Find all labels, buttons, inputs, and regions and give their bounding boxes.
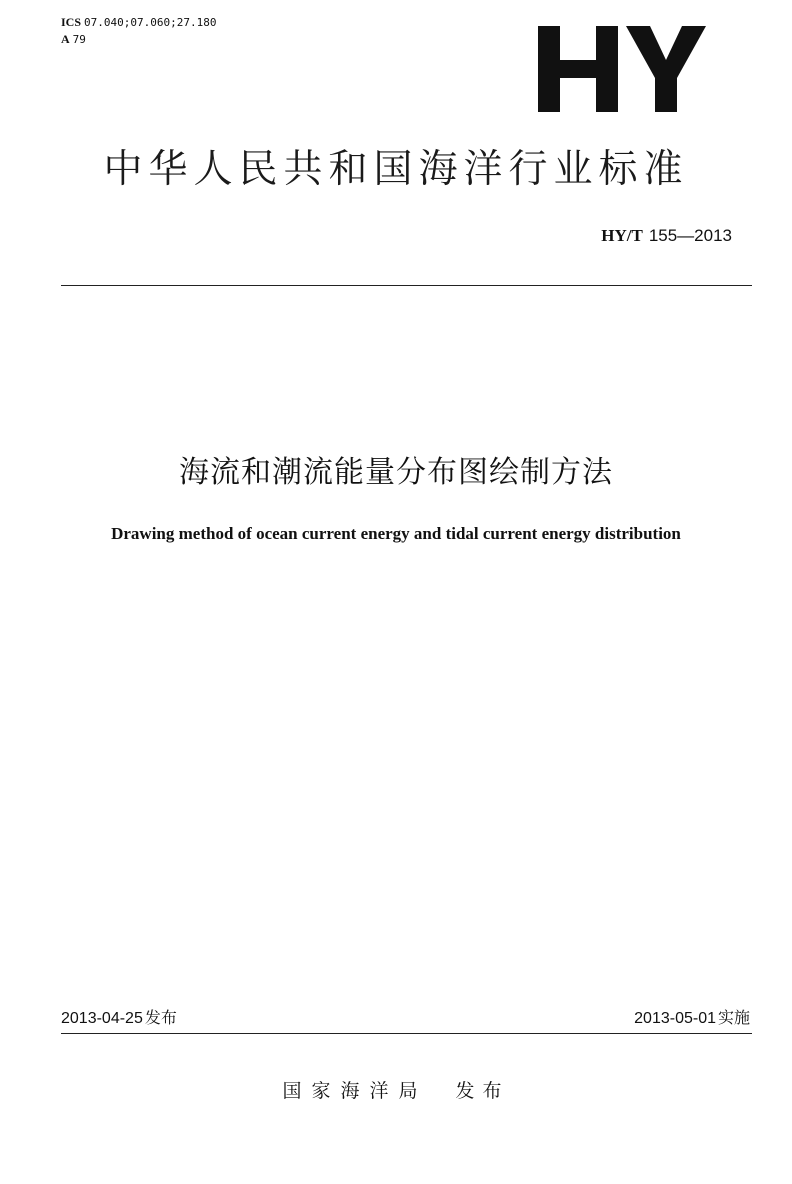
- ics-codes: 07.040;07.060;27.180: [84, 16, 217, 29]
- publisher-action: 发布: [455, 1080, 510, 1102]
- ccs-line: [61, 31, 216, 48]
- issue-date: [61, 1005, 177, 1028]
- implementation-date-value: 2013-05-01: [634, 1010, 716, 1027]
- implementation-date: [634, 1005, 750, 1028]
- standard-title: 中华人民共和国海洋行业标准: [103, 147, 689, 192]
- standard-code: 155—2013: [648, 226, 732, 245]
- issue-label: 发布: [144, 1008, 177, 1027]
- hy-logo: [538, 26, 706, 112]
- ccs-label: A: [61, 32, 70, 46]
- standard-number: [601, 226, 732, 246]
- document-title-en: Drawing method of ocean current energy and tidal current energy distribution: [111, 524, 681, 543]
- ccs-code: 79: [72, 33, 86, 46]
- ics-label: ICS: [61, 15, 82, 29]
- implementation-label: 实施: [717, 1008, 750, 1027]
- issue-date-value: 2013-04-25: [61, 1010, 143, 1027]
- classification-codes: [61, 14, 216, 48]
- document-title-zh: 海流和潮流能量分布图绘制方法: [179, 455, 613, 490]
- top-divider: [61, 285, 752, 286]
- ics-line: [61, 14, 216, 31]
- standard-prefix: HY/T: [601, 226, 643, 245]
- publisher-organization: 国家海洋局: [282, 1080, 428, 1102]
- bottom-divider: [61, 1033, 752, 1034]
- publisher: [0, 1076, 792, 1103]
